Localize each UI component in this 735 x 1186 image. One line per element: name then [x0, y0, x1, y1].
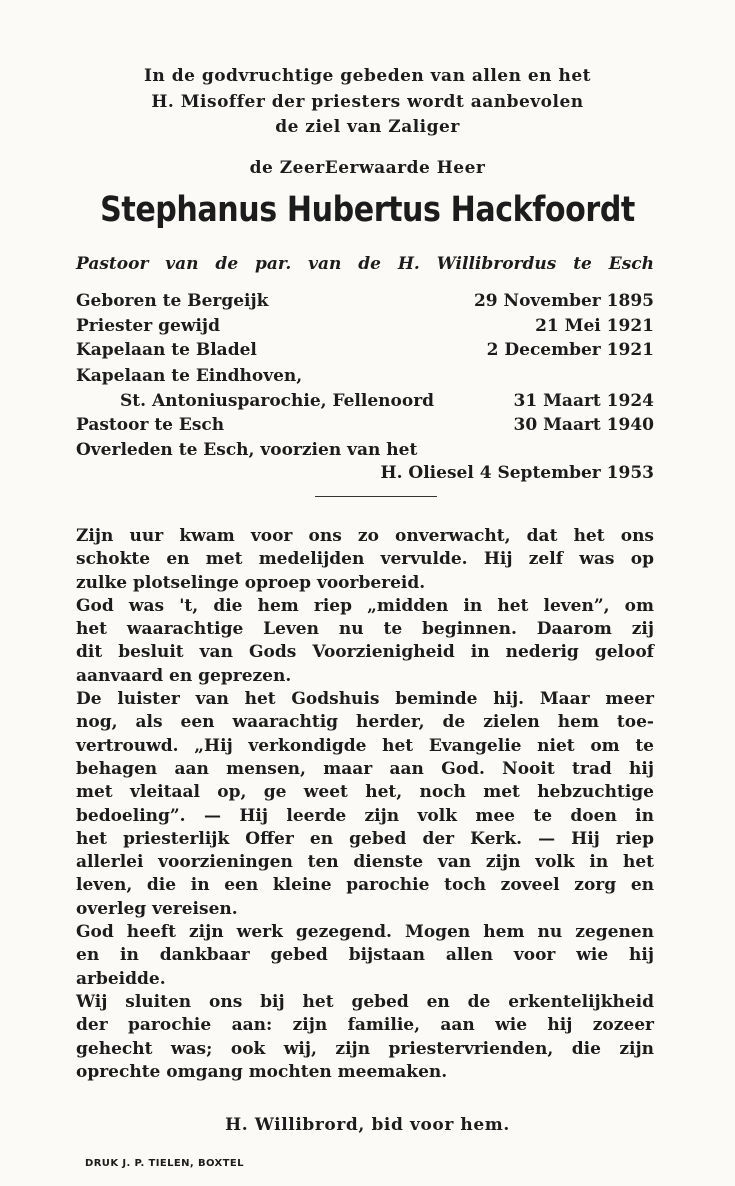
- text-line: Zijn uur kwam voor ons zo onverwacht, dat het ons: [76, 526, 654, 546]
- text-line: allerlei voorzieningen ten dienste van zijn volk in het: [76, 852, 654, 873]
- intro-line-2: H. Misoffer der priesters wordt aanbevolen: [151, 92, 584, 112]
- intro-line-1: In de godvruchtige gebeden van allen en het: [143, 66, 591, 86]
- honorific: de ZeerEerwaarde Heer: [249, 158, 486, 178]
- text-line: het priesterlijk Offer en gebed der Kerk. — Hij riep: [76, 828, 654, 849]
- bio-label: St. Antoniusparochie, Fellenoord: [120, 391, 435, 411]
- bio-row: [76, 340, 654, 364]
- text-line: leven, die in een kleine parochie toch zoveel zorg en: [76, 875, 654, 896]
- bio-row: [76, 440, 654, 464]
- text-line: en in dankbaar gebed bijstaan allen voor wie hij: [76, 945, 654, 966]
- text-line: De luister van het Godshuis beminde hij. Maar meer: [76, 689, 654, 710]
- bio-date: H. Oliesel 4 September 1953: [380, 463, 654, 483]
- text-line: met vleitaal op, ge weet het, noch met hebzuchtige: [76, 782, 654, 803]
- text-line: vertrouwd. „Hij verkondigde het Evangelie niet om te: [76, 735, 654, 756]
- text-line: nog, als een waarachtig herder, de zielen hem toe-: [76, 712, 654, 733]
- bio-row: [76, 316, 654, 340]
- bio-label: Kapelaan te Eindhoven,: [76, 366, 303, 386]
- text-line: Wij sluiten ons bij het gebed en de erkentelijkheid: [76, 991, 654, 1012]
- text-line: schokte en met medelijden vervulde. Hij zelf was op: [76, 549, 654, 570]
- bio-date: 2 December 1921: [486, 340, 654, 360]
- memorial-text: [76, 525, 654, 1084]
- bio-date: 29 November 1895: [473, 291, 654, 311]
- subtitle: Pastoor van de par. van de H. Willibrordus te Esch: [76, 254, 654, 274]
- text-line: overleg vereisen.: [76, 898, 238, 919]
- bio-label: Pastoor te Esch: [76, 415, 225, 435]
- text-line: dit besluit van Gods Voorzienigheid in nederig geloof: [76, 642, 654, 663]
- text-line: gehecht was; ook wij, zijn priestervrienden, die zijn: [76, 1038, 654, 1059]
- bio-row: [76, 463, 654, 487]
- bio-row: [76, 391, 654, 415]
- bio-date: 31 Maart 1924: [513, 391, 654, 411]
- text-line: God heeft zijn werk gezegend. Mogen hem nu zegenen: [76, 922, 654, 943]
- text-line: aanvaard en geprezen.: [76, 665, 292, 686]
- text-line: bedoeling”. — Hij leerde zijn volk mee te doen in: [76, 805, 654, 826]
- bio-label: Geboren te Bergeijk: [76, 291, 269, 311]
- text-line: arbeidde.: [76, 968, 166, 989]
- bio-date: 21 Mei 1921: [535, 316, 654, 336]
- text-line: het waarachtige Leven nu te beginnen. Daarom zij: [76, 619, 654, 640]
- intro-line-3: de ziel van Zaliger: [275, 117, 460, 137]
- bio-row: [76, 415, 654, 439]
- bio-label: Overleden te Esch, voorzien van het: [76, 440, 418, 460]
- text-line: God was 't, die hem riep „midden in het leven”, om: [76, 595, 654, 616]
- text-line: zulke plotselinge oproep voorbereid.: [76, 572, 426, 593]
- deceased-name: Stephanus Hubertus Hackfoordt: [100, 190, 635, 230]
- closing-prayer: H. Willibrord, bid voor hem.: [225, 1115, 510, 1135]
- bio-row: [76, 366, 654, 390]
- divider-rule: [315, 496, 437, 497]
- bio-label: Kapelaan te Bladel: [76, 340, 257, 360]
- bio-label: Priester gewijd: [76, 316, 220, 336]
- bio-row: [76, 291, 654, 315]
- text-line: oprechte omgang mochten meemaken.: [76, 1061, 448, 1082]
- text-line: der parochie aan: zijn familie, aan wie hij zozeer: [76, 1015, 654, 1036]
- printer-credit: DRUK J. P. TIELEN, BOXTEL: [85, 1158, 244, 1169]
- text-line: behagen aan mensen, maar aan God. Nooit trad hij: [76, 758, 654, 779]
- bio-date: 30 Maart 1940: [513, 415, 654, 435]
